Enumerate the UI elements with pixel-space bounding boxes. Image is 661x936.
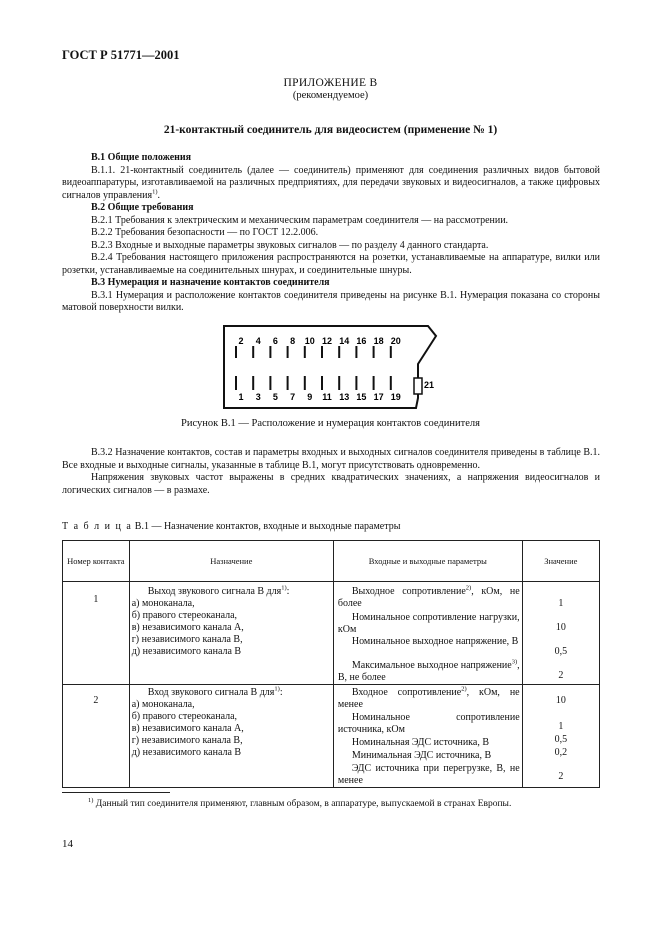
table-row — [63, 685, 600, 788]
table-header-row — [63, 541, 600, 582]
param-item: ЭДС источника при перегрузке, В, не менее — [337, 763, 520, 786]
purpose-item: в) независимого канала А, — [131, 622, 244, 633]
connector-diagram — [222, 324, 442, 410]
contact-number: 1 — [63, 582, 130, 685]
top-pin-label-20: 20 — [390, 336, 401, 346]
paragraph-b2-4: В.2.4 Требования настоящего приложения распространяются на розетки, устанавливаемые на аппаратуре, вилки или розетки, устанавливаемые на соединительных шнурах, и соединительные шнуры. — [62, 252, 600, 276]
contact-params — [333, 582, 522, 685]
bottom-pin-label-19: 19 — [390, 392, 401, 402]
section-heading-b3: В.3 Нумерация и назначение контактов соединителя — [91, 277, 330, 288]
side-pin-label: 21 — [424, 380, 435, 390]
header-number: Номер контакта — [63, 541, 130, 582]
value-item: 0,5 — [554, 734, 568, 745]
param-item: Номинальное сопротивление нагрузки, кОм — [337, 612, 520, 635]
top-pin-label-10: 10 — [304, 336, 315, 346]
top-pin-label-14: 14 — [339, 336, 350, 346]
paragraph-b3-1: В.3.1 Нумерация и расположение контактов соединителя приведены на рисунке В.1. Нумерация показана со стороны матовой поверхности вилки. — [62, 289, 600, 313]
purpose-item: б) правого стереоканала, — [131, 711, 238, 722]
param-item: Максимальное выходное напряжение$^{3)}$, В, не более — [337, 658, 520, 683]
contact-purpose: Выход звукового сигнала В для$^{1)}$: а) моноканала, б) правого стереоканала, в) независимого канала А, г) независимого канала В, д) независимого канала В — [129, 582, 333, 685]
footnote-divider — [62, 792, 170, 793]
bottom-pin-label-15: 15 — [356, 392, 367, 402]
footnote: $^{1)}$ Данный тип соединителя применяют, главным образом, в аппаратуре, выпускаемой в странах Европы. — [88, 796, 512, 809]
value-item: 2 — [558, 670, 564, 681]
contacts-table — [62, 540, 600, 788]
purpose-item: б) правого стереоканала, — [131, 610, 238, 621]
top-pin-label-18: 18 — [373, 336, 384, 346]
header-value: Значение — [522, 541, 599, 582]
top-pin-label-8: 8 — [290, 336, 296, 346]
section-heading-b1: В.1 Общие положения — [91, 152, 192, 163]
value-item: 2 — [558, 771, 564, 782]
contact-values — [522, 685, 599, 788]
bottom-pin-label-11: 11 — [322, 392, 332, 402]
purpose-item: г) независимого канала В, — [131, 634, 243, 645]
document-header: ГОСТ Р 51771—2001 — [62, 48, 180, 62]
bottom-pin-label-5: 5 — [272, 392, 278, 402]
contact-purpose: Вход звукового сигнала В для$^{1)}$: а) моноканала, б) правого стереоканала, в) независимого канала А, г) независимого канала В, д) независимого канала В — [129, 685, 333, 788]
table-row — [63, 582, 600, 685]
param-item: Номинальное выходное напряжение, В — [351, 636, 519, 647]
param-item: Номинальное сопротивление источника, кОм — [337, 712, 520, 735]
appendix-title: 21-контактный соединитель для видеосистем (применение № 1) — [163, 124, 498, 136]
value-item: 10 — [555, 622, 566, 633]
purpose-item: г) независимого канала В, — [131, 735, 243, 746]
appendix-label: ПРИЛОЖЕНИЕ В — [283, 77, 378, 89]
paragraph-b1-1: В.1.1. 21-контактный соединитель (далее — соединитель) применяют для соединения различных видов бытовой видеоаппаратуры, изготавливаемой на различных предприятиях, для передачи звуковых и видеосигналов, а также цифровых сигналов управления$^{1)}$. — [62, 164, 600, 201]
top-pin-row — [236, 336, 401, 358]
section-heading-b2: В.2 Общие требования — [91, 202, 194, 213]
top-pin-label-6: 6 — [272, 336, 278, 346]
bottom-pin-label-1: 1 — [238, 392, 244, 402]
paragraph-b2-1: В.2.1 Требования к электрическим и механическим параметрам соединителя — на рассмотрении. — [91, 214, 509, 226]
paragraph-b3-3: Напряжения звуковых частот выражены в средних квадратических значениях, а напряжения видеосигналов и логических сигналов — в размахе. — [62, 472, 600, 496]
bottom-pin-row — [236, 376, 401, 402]
bottom-pin-label-7: 7 — [290, 392, 296, 402]
connector-pin-21-tab — [414, 378, 422, 394]
purpose-item: д) независимого канала В — [131, 747, 242, 758]
section-b3-cont — [62, 447, 600, 497]
contact-values — [522, 582, 599, 685]
contact-number: 2 — [63, 685, 130, 788]
contact-params — [333, 685, 522, 788]
bottom-pin-label-17: 17 — [373, 392, 384, 402]
paragraph-b2-2: В.2.2 Требования безопасности — по ГОСТ 12.2.006. — [91, 227, 319, 238]
section-b1-b3 — [62, 152, 600, 315]
value-item: 1 — [558, 721, 564, 732]
param-item: Выходное сопротивление$^{2)}$, кОм, не более — [337, 584, 520, 609]
top-pin-label-12: 12 — [321, 336, 333, 346]
purpose-item: а) моноканала, — [131, 598, 195, 609]
value-item: 0,2 — [554, 747, 568, 758]
purpose-item: в) независимого канала А, — [131, 723, 244, 734]
param-item: Минимальная ЭДС источника, В — [351, 750, 492, 761]
appendix-note: (рекомендуемое) — [292, 90, 369, 101]
value-item: 0,5 — [554, 646, 568, 657]
figure-caption: Рисунок В.1 — Расположение и нумерация контактов соединителя — [181, 418, 480, 429]
bottom-pin-label-9: 9 — [307, 392, 313, 402]
top-pin-label-4: 4 — [255, 336, 261, 346]
paragraph-b2-3: В.2.3 Входные и выходные параметры звуковых сигналов — по разделу 4 данного стандарта. — [91, 239, 489, 251]
param-item: Номинальная ЭДС источника, В — [351, 737, 489, 748]
bottom-pin-label-13: 13 — [339, 392, 350, 402]
paragraph-b3-2: В.3.2 Назначение контактов, состав и параметры входных и выходных сигналов соединителя приведены в таблице В.1. Все входные и выходные сигналы, указанные в таблице В.1, могут присутствовать одновременно. — [62, 447, 600, 471]
top-pin-label-16: 16 — [356, 336, 367, 346]
table-caption: Т а б л и ц а В.1 — Назначение контактов, входные и выходные параметры — [62, 521, 401, 532]
purpose-item: д) независимого канала В — [131, 646, 242, 657]
purpose-item: а) моноканала, — [131, 699, 195, 710]
page-number: 14 — [62, 838, 73, 850]
top-pin-label-2: 2 — [238, 336, 244, 346]
header-params: Входные и выходные параметры — [333, 541, 522, 582]
value-item: 10 — [555, 695, 566, 706]
header-purpose: Назначение — [129, 541, 333, 582]
value-item: 1 — [558, 598, 564, 609]
bottom-pin-label-3: 3 — [255, 392, 261, 402]
param-item: Входное сопротивление$^{2)}$, кОм, не менее — [337, 685, 520, 710]
